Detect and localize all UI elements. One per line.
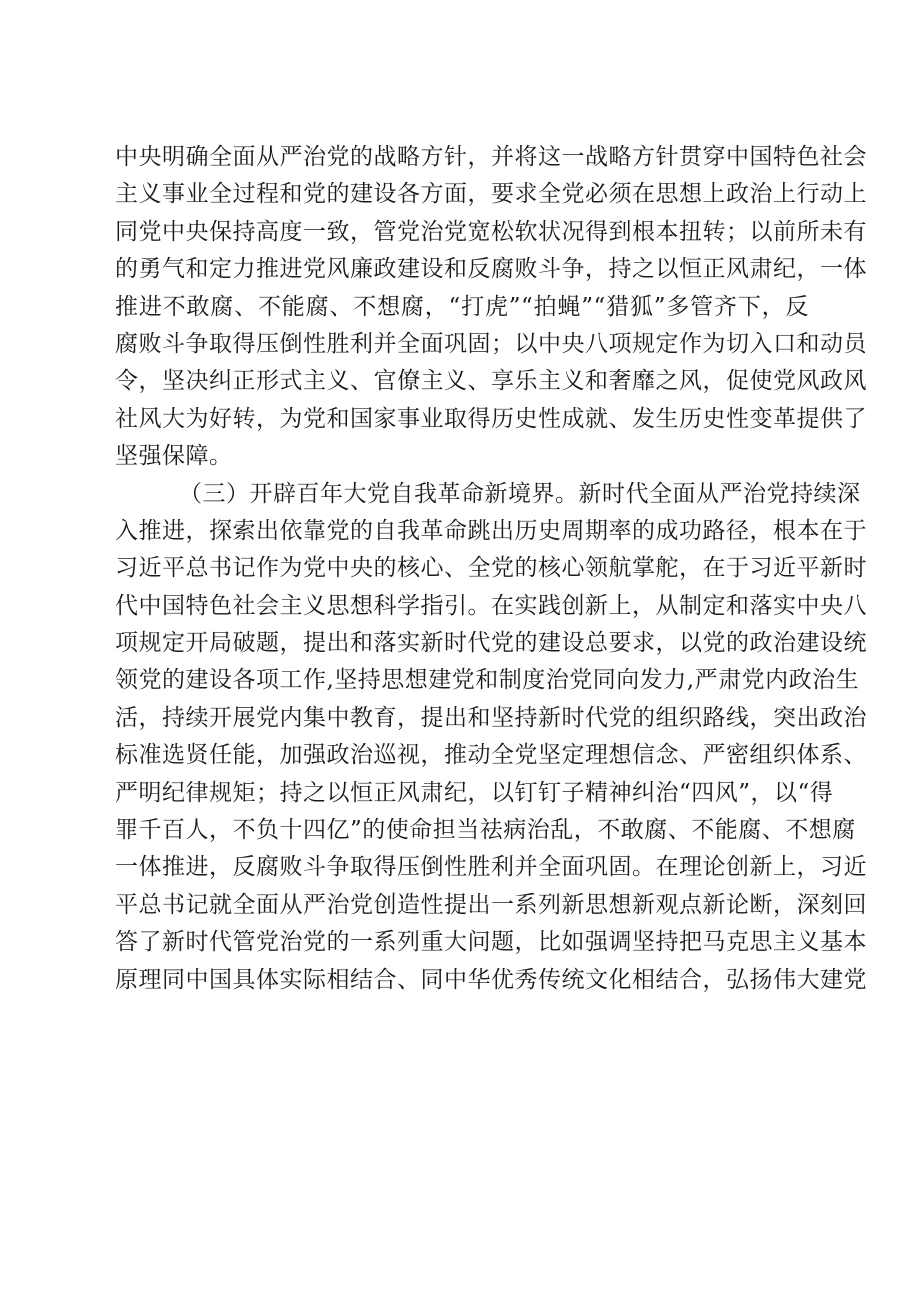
text-line: 习近平总书记作为党中央的核心、全党的核心领航掌舵，在于习近平新时 [115, 555, 867, 582]
paragraph-1 [115, 139, 867, 476]
text-line: 腐败斗争取得压倒性胜利并全面巩固；以中央八项规定作为切入口和动员 [115, 330, 867, 357]
text-line: 中央明确全面从严治党的战略方针，并将这一战略方针贯穿中国特色社会 [115, 144, 867, 170]
document-body [115, 139, 867, 999]
text-line: 推进不敢腐、不能腐、不想腐，“打虎”“拍蝇”“猎狐”多管齐下，反 [115, 293, 809, 320]
paragraph-2 [115, 476, 867, 999]
text-line: 社风大为好转，为党和国家事业取得历史性成就、发生历史性变革提供了 [115, 405, 867, 432]
section-heading-line: （三）开辟百年大党自我革命新境界。新时代全面从严治党持续深 [179, 480, 861, 507]
text-line: 坚强保障。 [115, 443, 233, 470]
text-line: 令，坚决纠正形式主义、官僚主义、享乐主义和奢靡之风，促使党风政风 [115, 368, 867, 395]
text-line: 活，持续开展党内集中教育，提出和坚持新时代党的组织路线，突出政治 [115, 704, 867, 731]
text-line: 一体推进，反腐败斗争取得压倒性胜利并全面巩固。在理论创新上，习近 [115, 854, 867, 881]
text-line: 主义事业全过程和党的建设各方面，要求全党必须在思想上政治上行动上 [115, 181, 867, 208]
text-line: 代中国特色社会主义思想科学指引。在实践创新上，从制定和落实中央八 [115, 592, 867, 619]
text-line: 标准选贤任能，加强政治巡视，推动全党坚定理想信念、严密组织体系、 [115, 742, 867, 769]
text-line: 入推进，探索出依靠党的自我革命跳出历史周期率的成功路径，根本在于 [115, 517, 867, 544]
text-line: 项规定开局破题，提出和落实新时代党的建设总要求，以党的政治建设统 [115, 630, 867, 657]
text-line: 同党中央保持高度一致，管党治党宽松软状况得到根本扭转；以前所未有 [115, 218, 867, 245]
text-line: 罪千百人，不负十四亿”的使命担当祛病治乱，不敢腐、不能腐、不想腐 [115, 817, 856, 844]
text-line: 的勇气和定力推进党风廉政建设和反腐败斗争，持之以恒正风肃纪，一体 [115, 256, 867, 283]
text-line: 平总书记就全面从严治党创造性提出一系列新思想新观点新论断，深刻回 [115, 891, 867, 918]
text-line: 严明纪律规矩；持之以恒正风肃纪，以钉钉子精神纠治“四风”，以“得 [115, 779, 834, 806]
text-line: 原理同中国具体实际相结合、同中华优秀传统文化相结合，弘扬伟大建党 [115, 966, 867, 993]
text-line: 领党的建设各项工作,坚持思想建党和制度治党同向发力,严肃党内政治生 [115, 667, 860, 694]
text-line: 答了新时代管党治党的一系列重大问题，比如强调坚持把马克思主义基本 [115, 929, 867, 956]
